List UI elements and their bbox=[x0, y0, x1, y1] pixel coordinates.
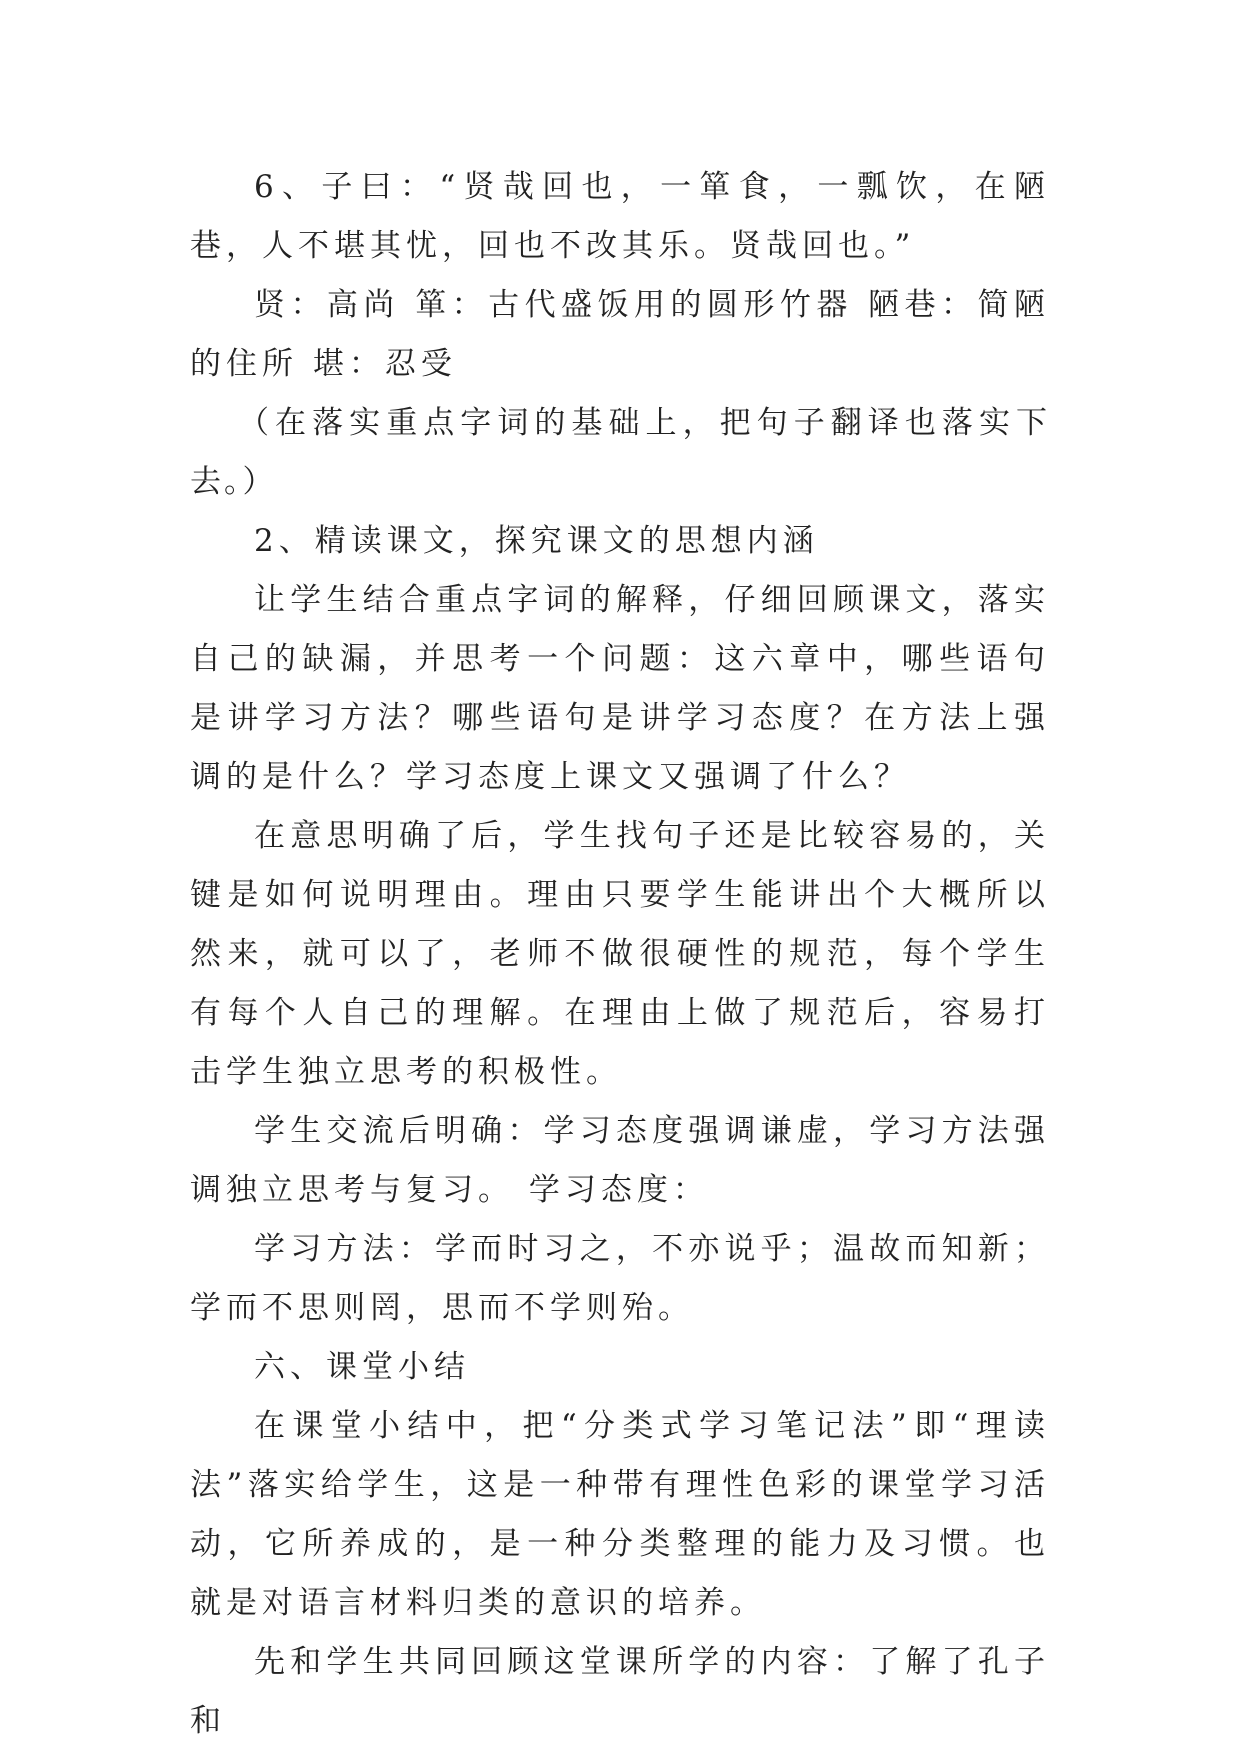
glossary-paragraph: 贤：高尚 箪：古代盛饭用的圆形竹器 陋巷：简陋的住所 堪：忍受 bbox=[190, 287, 1050, 382]
section-heading: 2、精读课文，探究课文的思想内涵 bbox=[254, 523, 819, 559]
body-paragraph: 让学生结合重点字词的解释，仔细回顾课文，落实自己的缺漏，并思考一个问题：这六章中，哪些语句是讲学习方法？哪些语句是讲学习态度？在方法上强调的是什么？学习态度上课文又强调了什么？ bbox=[190, 582, 1050, 795]
note-paragraph: （在落实重点字词的基础上，把句子翻译也落实下去。） bbox=[190, 405, 1050, 500]
document-body bbox=[190, 158, 1050, 1751]
body-paragraph: 学生交流后明确：学习态度强调谦虚，学习方法强调独立思考与复习。 学习态度： bbox=[190, 1113, 1050, 1208]
body-paragraph: 在课堂小结中，把“分类式学习笔记法”即“理读法”落实给学生，这是一种带有理性色彩的课堂学习活动，它所养成的，是一种分类整理的能力及习惯。也就是对语言材料归类的意识的培养。 bbox=[190, 1408, 1050, 1621]
body-paragraph: 学习方法：学而时习之，不亦说乎；温故而知新；学而不思则罔，思而不学则殆。 bbox=[190, 1231, 1050, 1326]
body-paragraph: 先和学生共同回顾这堂课所学的内容：了解了孔子和 bbox=[190, 1644, 1050, 1739]
body-paragraph: 在意思明确了后，学生找句子还是比较容易的，关键是如何说明理由。理由只要学生能讲出个大概所以然来，就可以了，老师不做很硬性的规范，每个学生有每个人自己的理解。在理由上做了规范后，容易打击学生独立思考的积极性。 bbox=[190, 818, 1050, 1090]
section-heading: 六、课堂小结 bbox=[254, 1349, 470, 1385]
quote-paragraph: 6、子曰：“贤哉回也，一箪食，一瓢饮，在陋巷，人不堪其忧，回也不改其乐。贤哉回也。” bbox=[190, 169, 1050, 264]
